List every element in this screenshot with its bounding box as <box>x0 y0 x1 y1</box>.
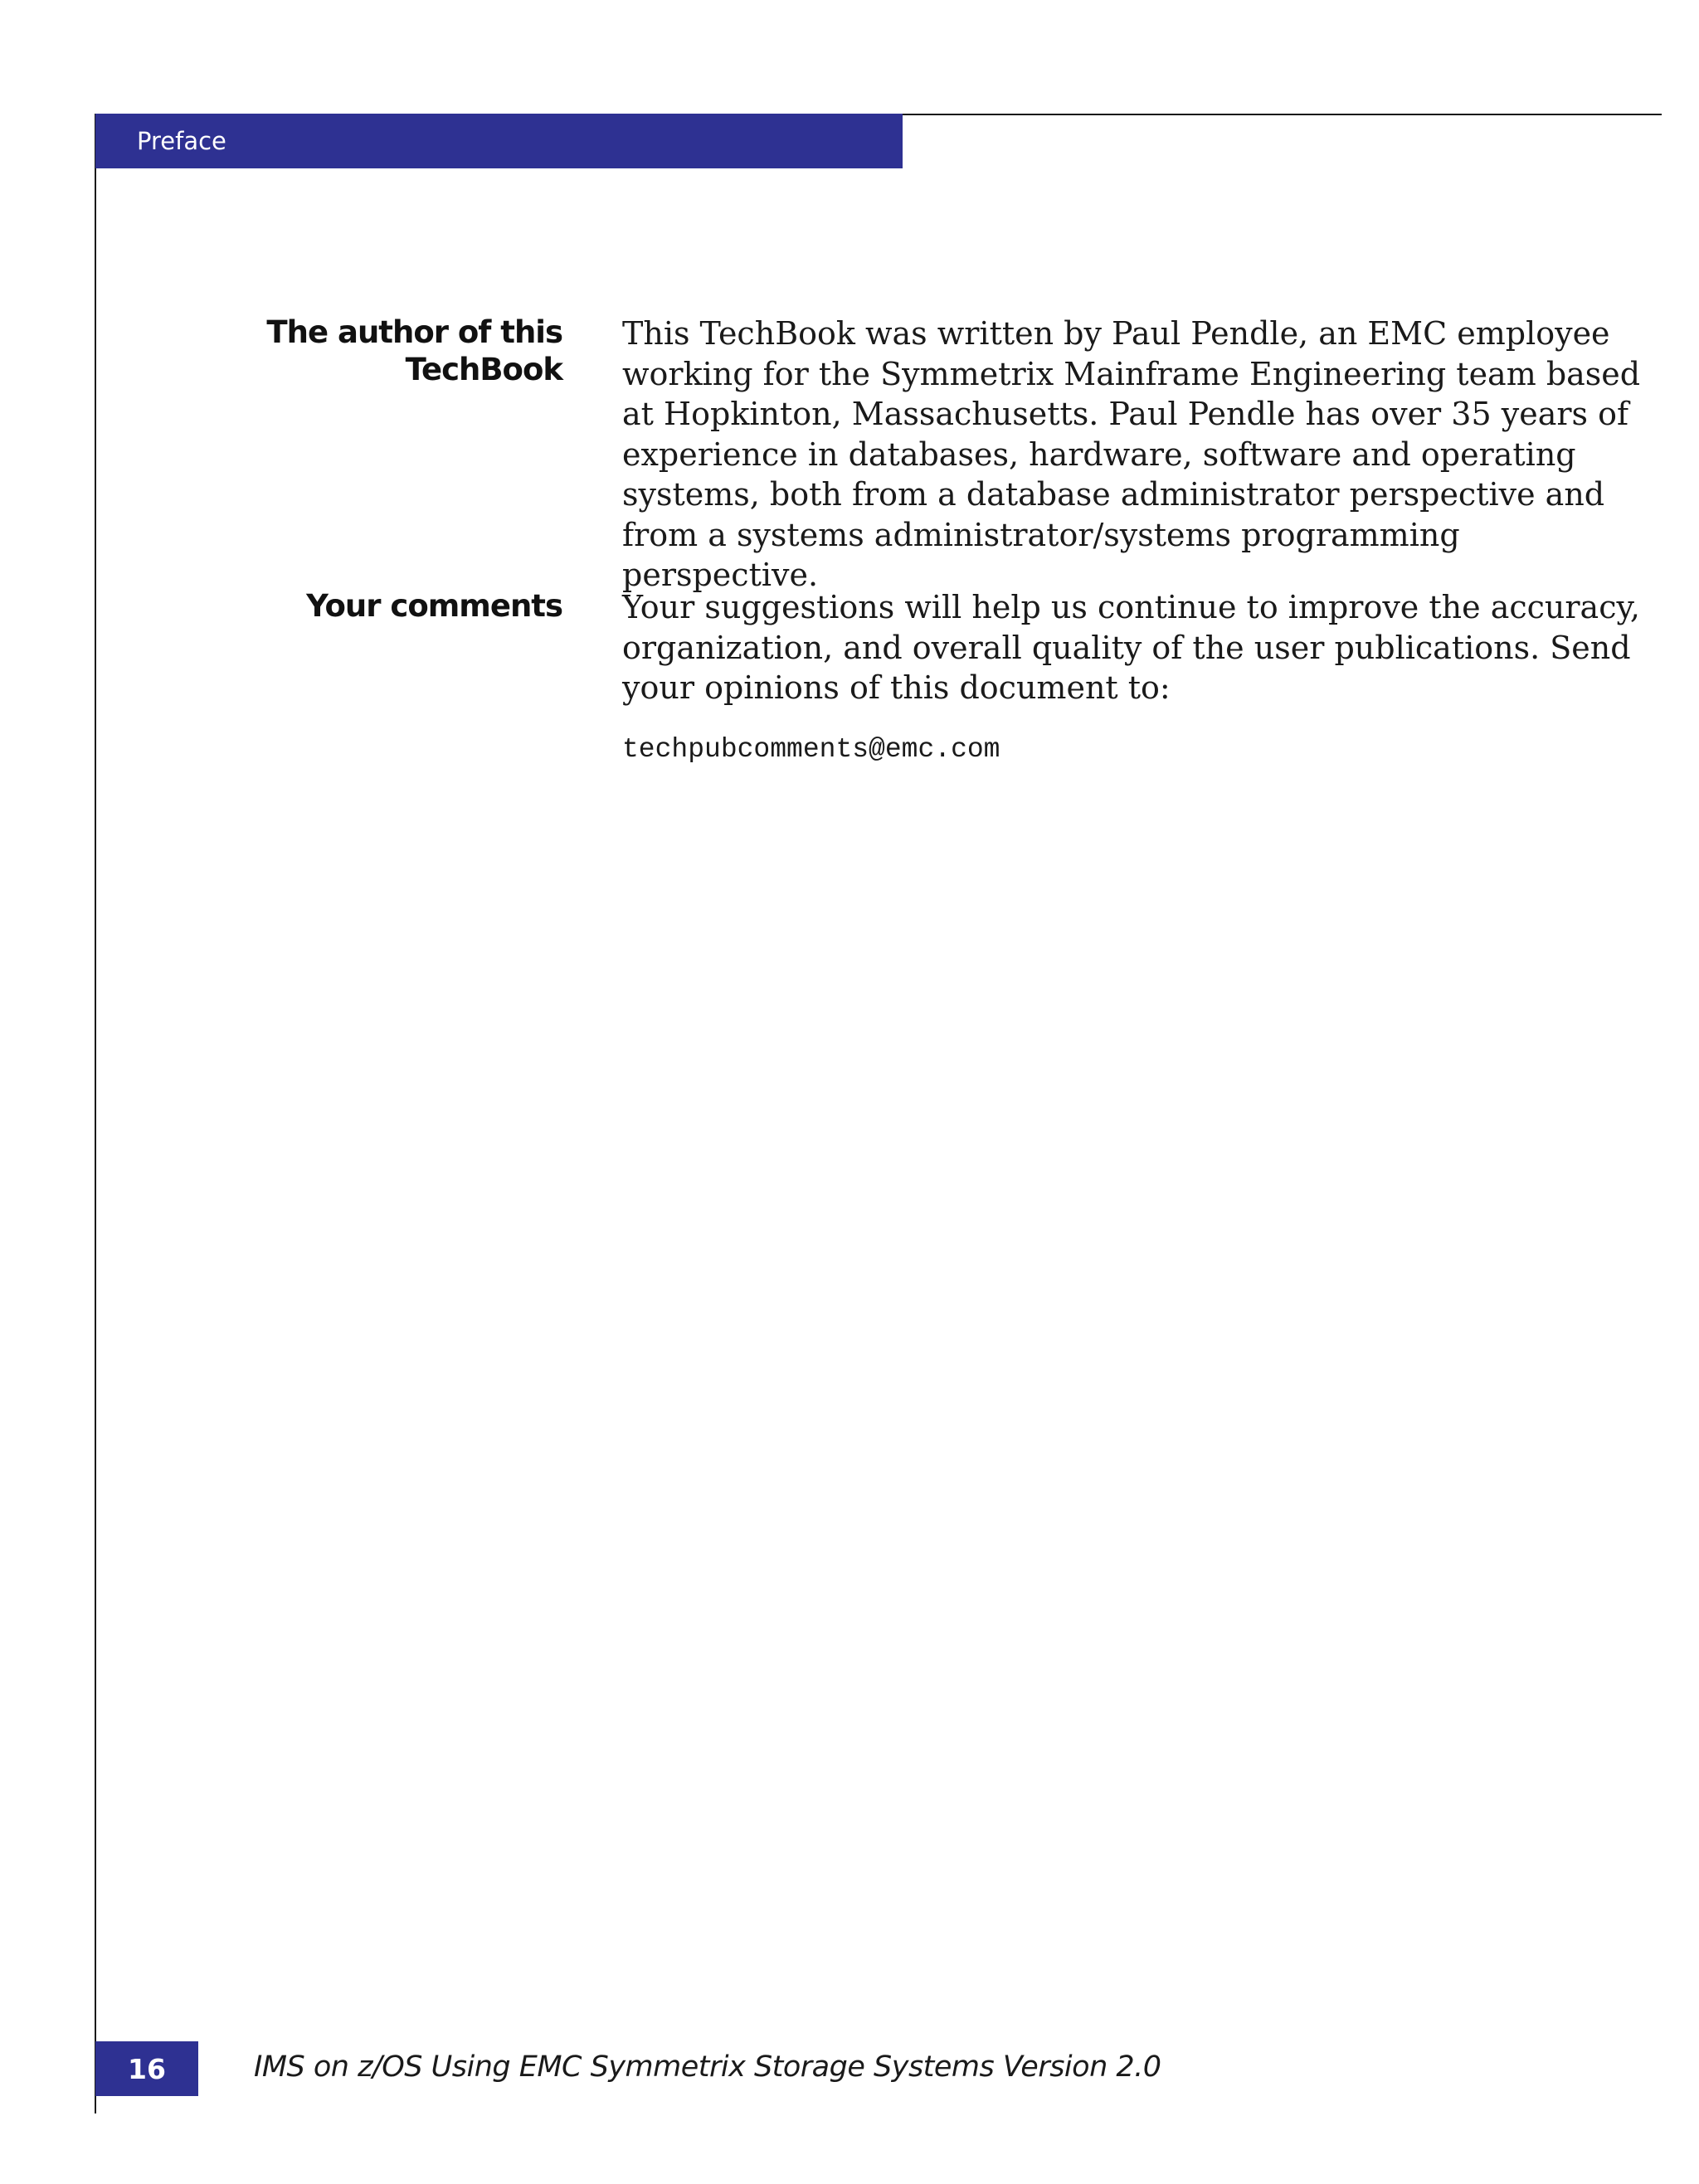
author-heading <box>231 314 562 388</box>
comments-heading <box>231 587 562 625</box>
author-paragraph: This TechBook was written by Paul Pendle, an EMC employee working for the Symmetrix Mainframe Engineering team based at Hopkinton, Massachusetts. Paul Pendle has over 35 years of experience in databases, hardware, software and operating systems, both from a database administrator perspective and from a systems administrator/systems programming perspective. <box>622 315 1641 593</box>
comments-heading-line1: Your comments <box>306 588 562 624</box>
author-heading-line2: TechBook <box>405 352 562 387</box>
footer-document-title: IMS on z/OS Using EMC Symmetrix Storage Systems Version 2.0 <box>254 2050 1161 2084</box>
page-number-tab <box>95 2041 198 2096</box>
section-label: Preface <box>137 127 226 155</box>
author-heading-line1: The author of this <box>266 314 562 350</box>
section-header-tab <box>95 114 903 168</box>
page-number: 16 <box>128 2052 166 2085</box>
comments-email[interactable]: techpubcomments@emc.com <box>622 734 1000 765</box>
margin-rule <box>95 114 96 2113</box>
comments-paragraph: Your suggestions will help us continue to improve the accuracy, organization, and overall quality of the user publications. Send your opinions of this document to: <box>622 589 1640 706</box>
